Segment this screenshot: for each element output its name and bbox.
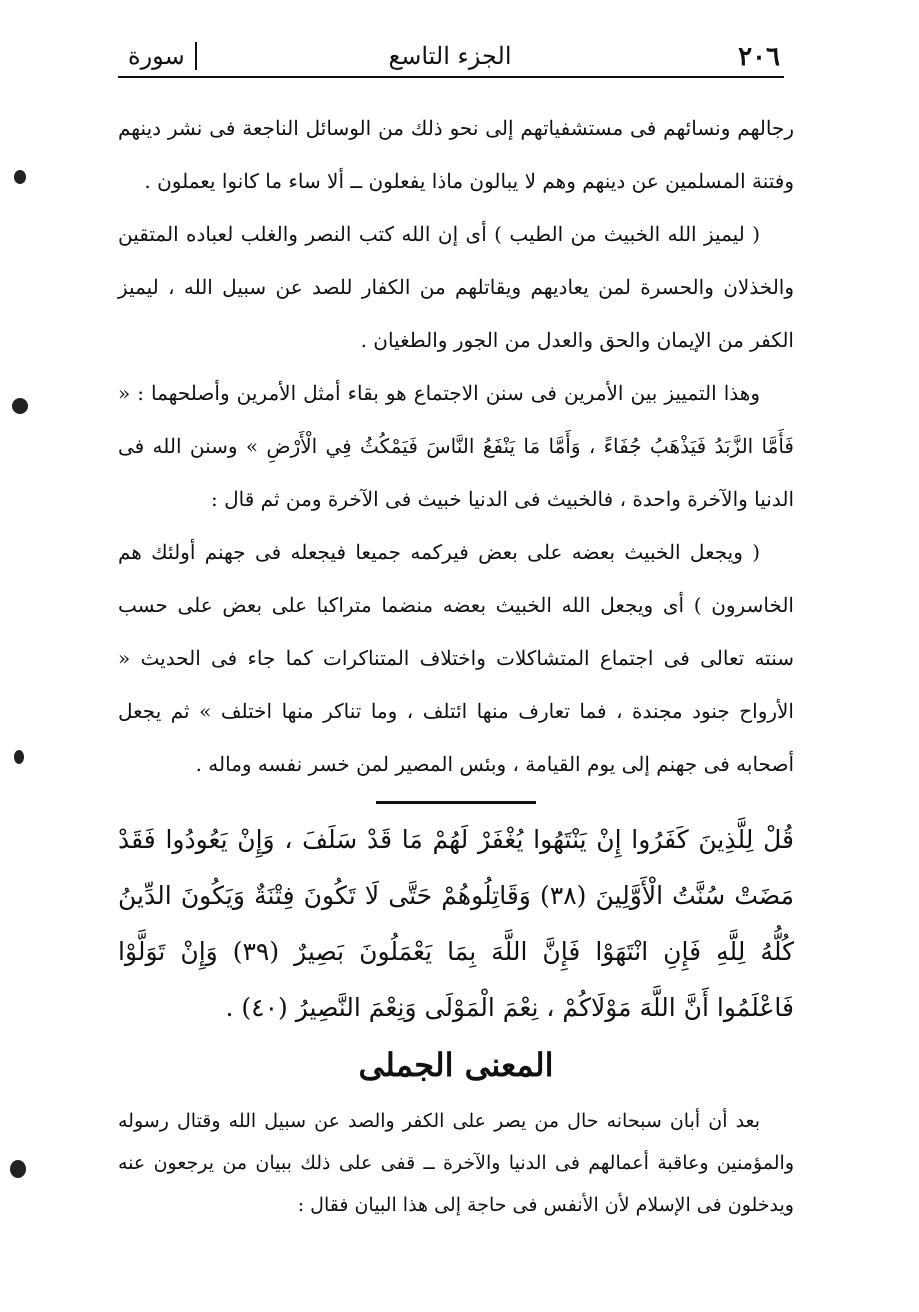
header-rule	[118, 76, 784, 78]
section-divider	[376, 801, 536, 804]
paragraph-3: وهذا التمييز بين الأمرين فى سنن الاجتماع هو بقاء أمثل الأمرين وأصلحهما : « فَأَمَّا الزَّبَدُ فَيَذْهَبُ جُفَاءً ، وَأَمَّا مَا يَنْفَعُ النَّاسَ فَيَمْكُثُ فِي الْأَرْضِ » وسنن الله فى الدنيا والآخرة واحدة ، فالخبيث فى الدنيا خبيث فى الآخرة ومن ثم قال :	[118, 381, 794, 511]
paragraph-2: ( ليميز الله الخبيث من الطيب ) أى إن الله كتب النصر والغلب لعباده المتقين والخذلان والحسرة لمن يعاديهم ويقاتلهم من الكفار للصد عن سبيل الله ، ليميز الكفر من الإيمان والحق والعدل من الجور والطغيان .	[118, 222, 794, 352]
paragraph-1: رجالهم ونسائهم فى مستشفياتهم إلى نحو ذلك من الوسائل الناجعة فى نشر دينهم وفتنة المسلمين عن دينهم وهم لا يبالون ماذا يفعلون ــ ألا ساء ما كانوا يعملون .	[118, 116, 794, 193]
summary-paragraph: بعد أن أبان سبحانه حال من يصر على الكفر والصد عن سبيل الله وقتال رسوله والمؤمنين وعاقبة أعمالهم فى الدنيا والآخرة ــ قفى على ذلك ببيان من يرجعون عنه ويدخلون فى الإسلام لأن الأنفس فى حاجة إلى هذا البيان فقال :	[118, 1110, 794, 1216]
running-title: الجزء التاسع	[388, 42, 512, 70]
scan-mark-4	[10, 1160, 26, 1178]
scan-mark-1	[14, 170, 26, 184]
page-header	[120, 38, 780, 78]
scan-mark-2	[12, 398, 28, 414]
scan-mark-3	[14, 750, 24, 764]
section-heading: المعنى الجملى	[358, 1046, 554, 1084]
paragraph-4: ( ويجعل الخبيث بعضه على بعض فيركمه جميعا فيجعله فى جهنم أولئك هم الخاسرون ) أى ويجعل الله الخبيث بعضه منضما متراكبا على بعض على حسب سنته تعالى فى اجتماع المتشاكلات واختلاف المتناكرات كما جاء فى الحديث « الأرواح جنود مجندة ، فما تعارف منها ائتلف ، وما تناكر منها اختلف » ثم يجعل أصحابه فى جهنم إلى يوم القيامة ، وبئس المصير لمن خسر نفسه وماله .	[118, 540, 794, 776]
page-body	[118, 102, 794, 1226]
surah-label: سورة	[128, 42, 197, 70]
quran-verses: قُلْ لِلَّذِينَ كَفَرُوا إِنْ يَنْتَهُوا يُغْفَرْ لَهُمْ مَا قَدْ سَلَفَ ، وَإِنْ يَعُودُوا فَقَدْ مَضَتْ سُنَّتُ الْأَوَّلِينَ (٣٨) وَقَاتِلُوهُمْ حَتَّى لَا تَكُونَ فِتْنَةٌ وَيَكُونَ الدِّينُ كُلُّهُ لِلَّهِ فَإِنِ انْتَهَوْا فَإِنَّ اللَّهَ بِمَا يَعْمَلُونَ بَصِيرٌ (٣٩) وَإِنْ تَوَلَّوْا فَاعْلَمُوا أَنَّ اللَّهَ مَوْلَاكُمْ ، نِعْمَ الْمَوْلَى وَنِعْمَ النَّصِيرُ (٤٠) .	[118, 825, 794, 1022]
page-number: ٢٠٦	[738, 42, 780, 72]
